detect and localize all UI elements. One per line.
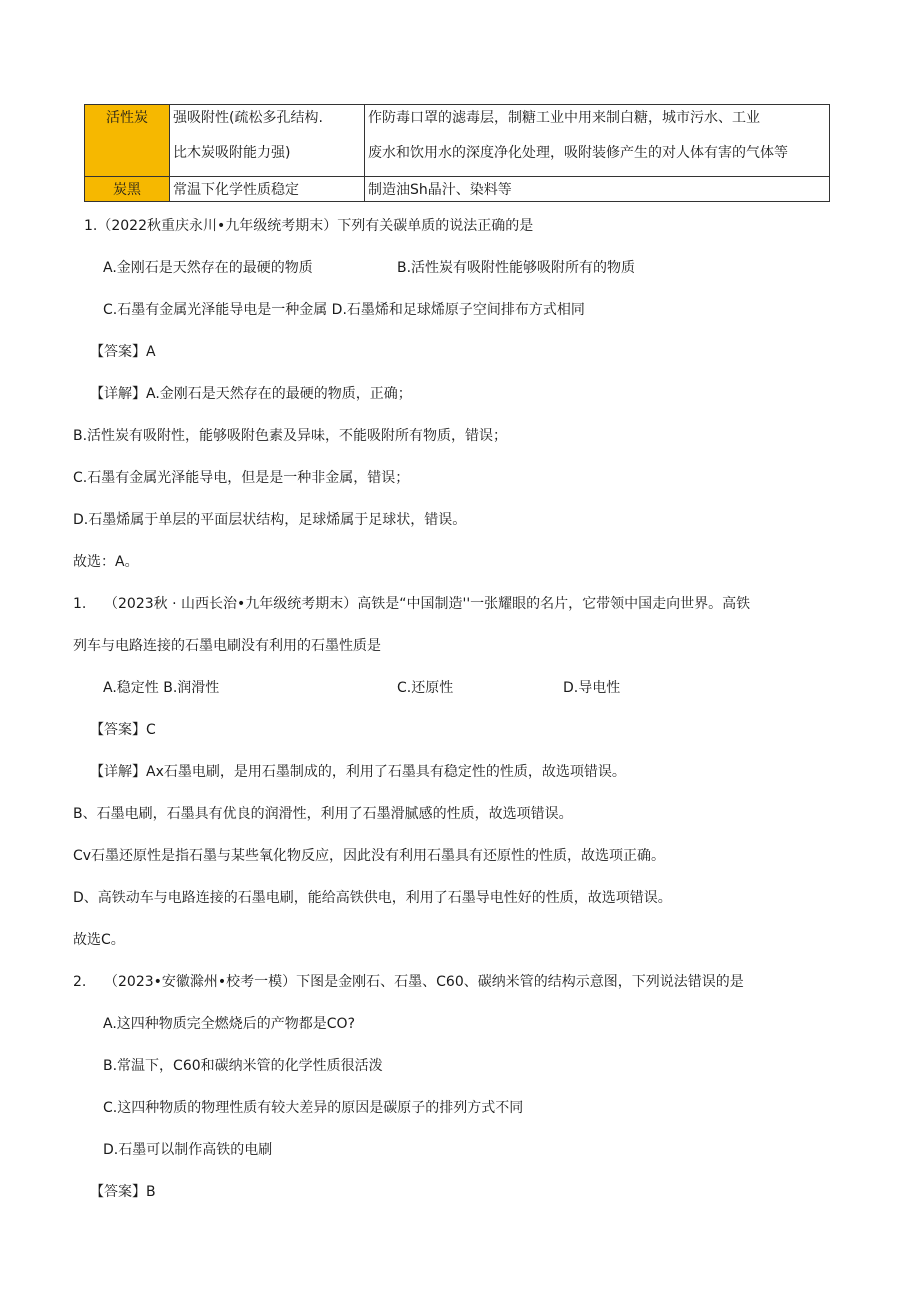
question-number: 1. xyxy=(73,596,87,612)
explanation-line: Cv石墨还原性是指石墨与某些氧化物反应，因此没有利用石墨具有还原性的性质，故选项正确。 xyxy=(73,848,666,864)
option-a: A.这四种物质完全燃烧后的产物都是CO? xyxy=(103,1016,356,1032)
substance-name-cell: 炭黑 xyxy=(85,177,170,202)
final-choice: 故选C。 xyxy=(73,932,125,948)
usage-cell: 作防毒口罩的滤毒层，制糖工业中用来制白糖，城市污水、工业 xyxy=(365,105,830,129)
question-stem: 1.（2022秋重庆永川•九年级统考期末）下列有关碳单质的说法正确的是 xyxy=(84,218,534,234)
option-d: D.石墨可以制作高铁的电刷 xyxy=(103,1142,273,1158)
question-stem: （2023秋 · 山西长治•九年级统考期末）高铁是“中国制造''一张耀眼的名片，它带领中国走向世界。高铁 xyxy=(104,596,751,612)
final-choice: 故选：A。 xyxy=(73,554,139,570)
substance-name-cell-continued xyxy=(85,128,170,177)
option-c-d: C.石墨有金属光泽能导电是一种金属 D.石墨烯和足球烯原子空间排布方式相同 xyxy=(103,302,585,318)
explanation-line: 【详解】A.金刚石是天然存在的最硬的物质，正确； xyxy=(90,386,412,402)
table-row xyxy=(85,177,830,202)
usage-cell: 废水和饮用水的深度净化处理，吸附装修产生的对人体有害的气体等 xyxy=(365,128,830,177)
answer: 【答案】A xyxy=(90,344,156,360)
answer: 【答案】C xyxy=(90,722,156,738)
property-cell: 比木炭吸附能力强) xyxy=(170,128,365,177)
table-row xyxy=(85,105,830,129)
question-number: 2. xyxy=(73,974,87,990)
answer: 【答案】B xyxy=(90,1184,156,1200)
carbon-properties-table xyxy=(84,104,830,202)
option-d: D.导电性 xyxy=(563,680,621,696)
question-stem: （2023•安徽滁州•校考一模）下图是金刚石、石墨、C60、碳纳米管的结构示意图，下列说法错误的是 xyxy=(104,974,744,990)
option-c: C.还原性 xyxy=(397,680,454,696)
substance-name-cell: 活性炭 xyxy=(85,105,170,129)
explanation-line: C.石墨有金属光泽能导电，但是是一种非金属，错误； xyxy=(73,470,410,486)
explanation-line: D、高铁动车与电路连接的石墨电刷，能给高铁供电，利用了石墨导电性好的性质，故选项错误。 xyxy=(73,890,672,906)
option-a-b: A.稳定性 B.润滑性 xyxy=(103,680,220,696)
table-row xyxy=(85,128,830,177)
explanation-line: 【详解】Ax石墨电刷，是用石墨制成的，利用了石墨具有稳定性的性质，故选项错误。 xyxy=(90,764,626,780)
property-cell: 常温下化学性质稳定 xyxy=(170,177,365,202)
explanation-line: D.石墨烯属于单层的平面层状结构，足球烯属于足球状，错误。 xyxy=(73,512,467,528)
explanation-line: B、石墨电刷，石墨具有优良的润滑性，利用了石墨滑腻感的性质，故选项错误。 xyxy=(73,806,573,822)
usage-cell: 制造油Sh晶汁、染料等 xyxy=(365,177,830,202)
question-stem-continued: 列车与电路连接的石墨电刷没有利用的石墨性质是 xyxy=(73,638,381,654)
option-c: C.这四种物质的物理性质有较大差异的原因是碳原子的排列方式不同 xyxy=(103,1100,524,1116)
explanation-line: B.活性炭有吸附性，能够吸附色素及异味，不能吸附所有物质，错误； xyxy=(73,428,508,444)
option-b: B.活性炭有吸附性能够吸附所有的物质 xyxy=(397,260,636,276)
option-b: B.常温下，C60和碳纳米管的化学性质很活泼 xyxy=(103,1058,383,1074)
option-a: A.金刚石是天然存在的最硬的物质 xyxy=(103,260,313,276)
property-cell: 强吸附性(疏松多孔结构. xyxy=(170,105,365,129)
